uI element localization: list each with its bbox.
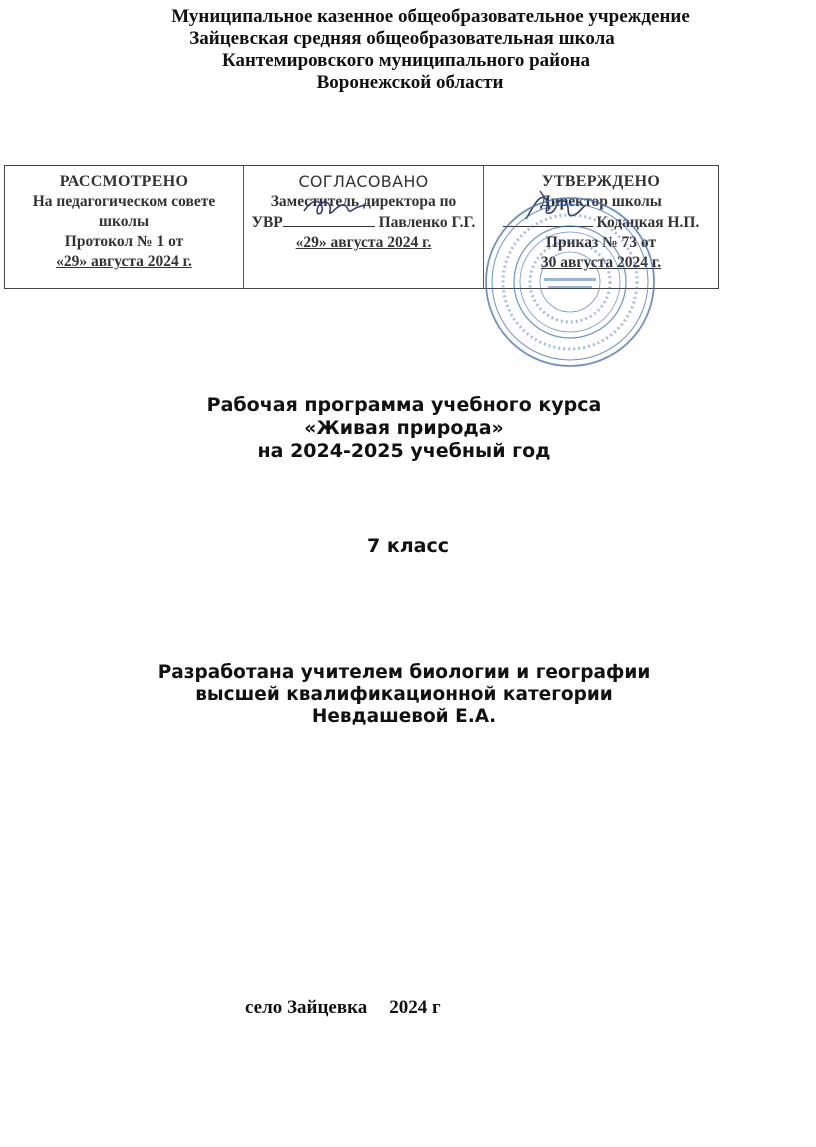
- reviewed-line-1: На педагогическом совете: [32, 193, 216, 210]
- approved-line-1: Директор школы: [540, 193, 662, 210]
- header-line-2: Зайцевская средняя общеобразовательная школа: [189, 28, 615, 49]
- approved-name: Кодацкая Н.П.: [596, 214, 700, 231]
- agreed-name: Павленко Г.Г.: [378, 214, 476, 231]
- reviewed-line-3: Протокол № 1 от: [64, 233, 184, 250]
- reviewed-line-2: школы: [98, 213, 150, 230]
- signature-line: [283, 212, 375, 227]
- agreed-date: «29» августа 2024 г.: [295, 234, 432, 251]
- school-header: [0, 6, 816, 94]
- agreed-sign-row: [244, 212, 483, 233]
- teacher-line-2: высшей квалификационной категории: [195, 684, 613, 705]
- teacher-line-3: Невдашевой Е.А.: [311, 706, 497, 727]
- footer-year: 2024 г: [389, 997, 441, 1018]
- approved-date: 30 августа 2024 г.: [540, 254, 662, 271]
- footer-place-year: [245, 997, 441, 1019]
- header-line-1: Муниципальное казенное общеобразовательное учреждение: [171, 6, 690, 27]
- program-title-block: [0, 394, 816, 463]
- program-line-2: «Живая природа»: [304, 417, 504, 439]
- reviewed-title: РАССМОТРЕНО: [59, 173, 189, 190]
- footer-place: село Зайцевка: [245, 997, 368, 1018]
- signature-line: [503, 212, 593, 227]
- header-line-3: Кантемировского муниципального района: [221, 50, 591, 71]
- reviewed-cell: [5, 166, 243, 288]
- approved-sign-row: [484, 212, 718, 233]
- teacher-line-1: Разработана учителем биологии и географии: [157, 662, 651, 683]
- approved-cell: [483, 166, 718, 288]
- grade-label: 7 класс: [367, 535, 449, 557]
- approved-title: УТВЕРЖДЕНО: [541, 173, 661, 190]
- agreed-line-1: Заместитель директора по: [270, 193, 457, 210]
- reviewed-date: «29» августа 2024 г.: [56, 253, 192, 270]
- approval-table: [4, 165, 719, 289]
- agreed-cell: [243, 166, 483, 288]
- agreed-prefix: УВР: [251, 214, 283, 231]
- program-line-3: на 2024-2025 учебный год: [257, 440, 551, 462]
- program-line-1: Рабочая программа учебного курса: [206, 394, 602, 416]
- header-line-4: Воронежской области: [316, 72, 504, 93]
- approved-order: Приказ № 73 от: [545, 234, 657, 251]
- agreed-title: СОГЛАСОВАНО: [298, 172, 429, 191]
- teacher-block: [0, 662, 816, 728]
